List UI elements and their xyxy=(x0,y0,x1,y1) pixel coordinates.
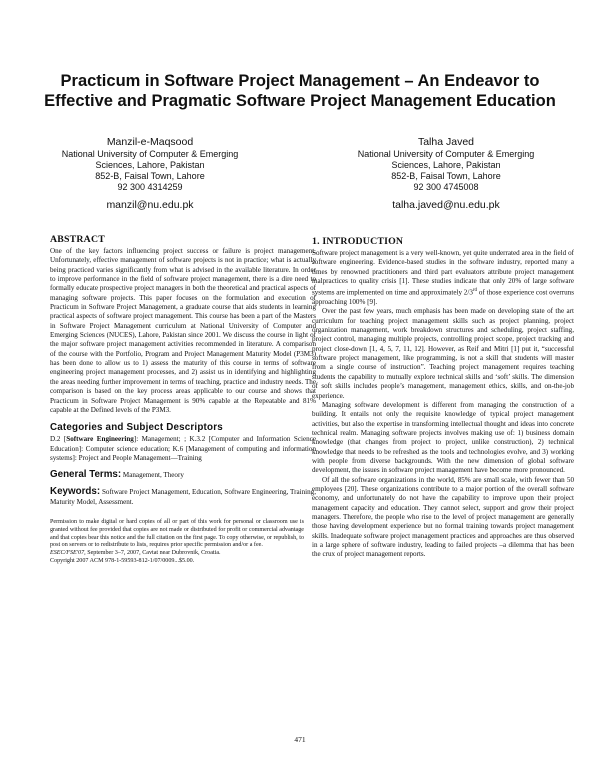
conference-details: September 3–7, 2007, Cavtat near Dubrovnik, Croatia. xyxy=(85,550,221,557)
author-affiliation-2: Sciences, Lahore, Pakistan xyxy=(95,160,205,170)
author-affiliation: National University of Computer & Emerging xyxy=(61,149,239,159)
author-name: Talha Javed xyxy=(417,136,475,148)
keywords-text: Software Project Management, Education, Software Engineering, Training, Maturity Model, Assessment. xyxy=(50,488,316,506)
author-phone: 92 300 4314259 xyxy=(117,182,183,192)
categories-heading: Categories and Subject Descriptors xyxy=(50,422,223,434)
right-column xyxy=(312,236,574,560)
intro-paragraph-2: Over the past few years, much emphasis has been made on developing state of the art curriculum for teaching project management skills such as project planning, project organization management, work breakdown structures and scheduling, project staffing, project control, managing multiple projects, controlling project scope, project tracking and project close-down [1, 4, 5, 7, 11, 12]. However, as Reif and Mitri [1] put it, “successful software project management, like programming, is not a skill that students will master from a single course of instruction”. Teaching project management requires teaching students the capability to mutually explore technical skills and ‘soft’ skills. The dimension of soft skills includes people’s management, management ethics, skills, and on-the-job experience. xyxy=(312,307,574,400)
general-terms-text: Management, Theory xyxy=(121,471,184,480)
intro-paragraph-4: Of all the software organizations in the world, 85% are small scale, with fewer than 50 employees [20]. These organizations contribute to a major portion of the overall software economy, and unfortunately do not have the capability to improve upon their project management capacity and education. They cannot select, support and grow their project managers. Therefore, the people who rise to the level of project management are generally those having development experience but no formal training towards project management skills. Inadequate software project management practices and approaches are thus observed in a large sphere of software industry, leading to failed projects –a dilemma that has been the crux of project management reports. xyxy=(312,475,574,559)
author-affiliation: National University of Computer & Emerging xyxy=(357,149,535,159)
general-terms-heading: General Terms: xyxy=(50,469,122,481)
categories-prefix: D.2 [ xyxy=(50,435,67,444)
paper-title: Practicum in Software Project Management – An Endeavor to Effective and Pragmatic Software Project Management Education xyxy=(44,72,556,110)
conference-name: ESEC/FSE'07, xyxy=(50,550,86,557)
categories-rest: ]: Management; ; K.3.2 [Computer and Information Science Education]: Computer science education; K.6 [Management of computing and information systems]: Project and People Management—Training xyxy=(50,435,316,462)
author-name: Manzil-e-Maqsood xyxy=(106,136,194,148)
page-number: 471 xyxy=(294,735,306,744)
general-terms xyxy=(50,470,316,480)
intro-p1-text-end: of those experience cost overruns approaching 100% [9]. xyxy=(312,288,574,307)
keywords xyxy=(50,487,316,507)
author-phone: 92 300 4745008 xyxy=(413,182,479,192)
categories-keyword: Software Engineering xyxy=(66,435,134,444)
left-column xyxy=(50,234,316,566)
intro-p1-superscript: rd xyxy=(472,288,478,294)
categories-text xyxy=(50,435,316,463)
introduction-heading: 1. INTRODUCTION xyxy=(312,236,404,247)
copyright-line: Copyright 2007 ACM 978-1-59593-812-1/07/0009...$5.00. xyxy=(50,557,195,564)
author-block-2 xyxy=(316,136,576,212)
intro-p1-text: Software project management is a very well-known, yet quite underrated area in the field of software engineering. Evidence-based studies in the software industry, reported many a times by renowned practitioners and third part evaluators attribute project management malpractices to quality crisis [1]. These studies indicate that only 20% of large software systems are implemented on time and approximately 2/3 xyxy=(312,249,574,297)
abstract-text: One of the key factors influencing project success or failure is project management. Unfortunately, effective management of software projects is not in practice; what is actually being practiced varies significantly from what is advised in the available literature. In order to improve performance in the field of software project management, there is a dire need to formally educate prospective project managers in both the theoretical and practical aspects of managing software projects. This paper focuses on the formulation and execution of Practicum in Software Project Management, a graduate course that aids students in learning practical aspects of software project management. This course has been a part of the Masters in Software Project Management curriculum at National University of Computer and Emerging Sciences (NUCES), Lahore, Pakistan since 2001. We discuss the course in light of the major software project management activities recommended in literature. A comparison of the course with the Portfolio, Program and Project Management Maturity Model (P3M3) has been done to allow us to 1) assess the maturity of this course in terms of software engineering project management processes, and 2) assist us in identifying and highlighting the areas needing further improvement in terms of teaching, practice and industry needs. The comparison is based on the key process areas applicable to our course and shows that Practicum in Software Project Management is 90% capable at the Repeatable and 81% capable at the Defined levels of the P3M3. xyxy=(50,247,316,414)
keywords-heading: Keywords: xyxy=(50,486,101,498)
author-email[interactable]: talha.javed@nu.edu.pk xyxy=(392,199,500,211)
intro-paragraph-1 xyxy=(312,249,574,307)
permission-text: Permission to make digital or hard copies of all or part of this work for personal or classroom use is granted without fee provided that copies are not made or distributed for profit or commercial advantage and that copies bear this notice and the full citation on the first page. To copy otherwise, or republish, to post on servers or to redistribute to lists, requires prior specific permission and/or a fee. xyxy=(50,518,304,549)
author-email[interactable]: manzil@nu.edu.pk xyxy=(106,199,194,211)
author-address: 852-B, Faisal Town, Lahore xyxy=(391,171,501,181)
intro-paragraph-3: Managing software development is different from managing the construction of a building. It entails not only the requisite knowledge of typical project management activities, but also the expertise in transforming intellectual thought and ideas into concrete technical realm. Managing software projects involves making use of: 1) business domain knowledge (that changes from project to project, unlike construction), 2) technical knowledge that needs to be refreshed as the tools and technologies evolve, and 3) working with people from diverse backgrounds. With the new dimension of global software development, the issues in software project management have become more pronounced. xyxy=(312,400,574,475)
permission-notice xyxy=(50,519,304,566)
author-block-1 xyxy=(20,136,280,212)
author-affiliation-2: Sciences, Lahore, Pakistan xyxy=(391,160,501,170)
author-address: 852-B, Faisal Town, Lahore xyxy=(95,171,205,181)
abstract-heading: ABSTRACT xyxy=(50,234,105,245)
